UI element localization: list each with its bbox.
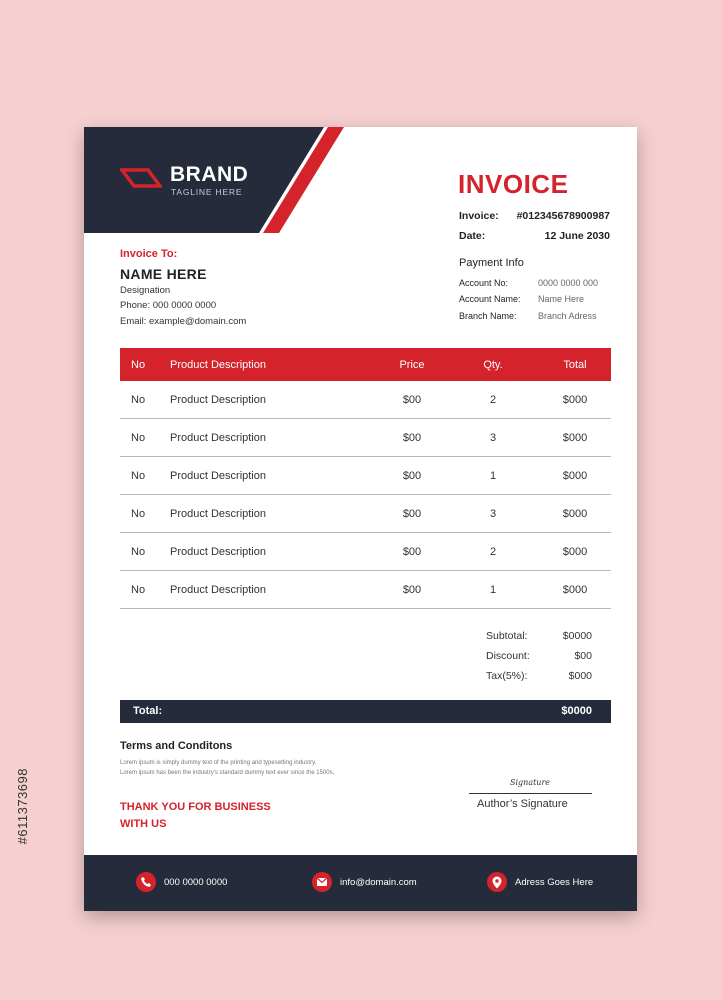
discount-value: $00: [574, 650, 592, 662]
items-table: [120, 348, 611, 609]
row-description: Product Description: [170, 393, 266, 406]
account-no-value: 0000 0000 000: [538, 278, 599, 288]
row-price: $00: [402, 545, 422, 558]
grand-total-label: Total:: [133, 705, 163, 717]
bill-to-email: Email: example@domain.com: [120, 316, 247, 327]
row-price: $00: [402, 393, 422, 406]
row-price: $00: [402, 431, 422, 444]
invoice-number-label: Invoice:: [459, 210, 499, 222]
mail-icon: [312, 872, 332, 892]
table-row: [120, 533, 611, 571]
row-description: Product Description: [170, 469, 266, 482]
table-row: [120, 495, 611, 533]
invoice-date: 12 June 2030: [544, 230, 610, 242]
row-total: $000: [562, 545, 588, 558]
footer-email-text: info@domain.com: [340, 876, 417, 888]
parallelogram-logo-icon: [120, 167, 162, 189]
row-price: $00: [402, 507, 422, 520]
table-row: [120, 381, 611, 419]
row-description: Product Description: [170, 431, 266, 444]
footer: [84, 855, 637, 911]
row-description: Product Description: [170, 507, 266, 520]
bill-to-designation: Designation: [120, 285, 171, 296]
row-total: $000: [562, 469, 588, 482]
branch-name-label: Branch Name:: [459, 311, 517, 321]
row-total: $000: [562, 507, 588, 520]
signature-script: Signature: [510, 778, 551, 787]
row-description: Product Description: [170, 545, 266, 558]
brand-tagline: TAGLINE HERE: [171, 187, 243, 197]
bill-to-name: NAME HERE: [120, 266, 207, 282]
row-qty: 2: [489, 393, 497, 406]
bill-to-label: Invoice To:: [120, 248, 178, 260]
tax-value: $000: [568, 670, 592, 682]
account-no-label: Account No:: [459, 278, 509, 288]
account-name-value: Name Here: [538, 294, 585, 304]
bill-to-phone: Phone: 000 0000 0000: [120, 300, 217, 311]
row-no: No: [131, 393, 146, 406]
row-no: No: [131, 507, 146, 520]
table-row: [120, 457, 611, 495]
brand-name: BRAND: [170, 163, 249, 186]
header-price: Price: [399, 358, 425, 371]
row-qty: 1: [489, 469, 497, 482]
terms-title: Terms and Conditons: [120, 740, 233, 752]
invoice-date-label: Date:: [459, 230, 486, 242]
stock-id-watermark: #611373698: [15, 768, 30, 845]
thank-you-line-1: THANK YOU FOR BUSINESS: [120, 801, 271, 813]
row-total: $000: [562, 583, 588, 596]
thank-you-message: [120, 799, 320, 833]
header-description: Product Description: [170, 358, 266, 371]
invoice-page: [84, 127, 637, 911]
discount-label: Discount:: [486, 650, 530, 662]
row-no: No: [131, 469, 146, 482]
row-no: No: [131, 545, 146, 558]
footer-address-text: Adress Goes Here: [515, 876, 594, 888]
row-total: $000: [562, 431, 588, 444]
phone-icon: [136, 872, 156, 892]
location-pin-icon: [487, 872, 507, 892]
invoice-number: #012345678900987: [516, 210, 610, 222]
row-no: No: [131, 583, 146, 596]
row-no: No: [131, 431, 146, 444]
header-no: No: [131, 358, 146, 371]
header-total: Total: [563, 358, 587, 371]
signature-label: Author’s Signature: [477, 798, 568, 810]
subtotal-value: $0000: [562, 630, 592, 642]
subtotal-label: Subtotal:: [486, 630, 528, 642]
thank-you-line-2: WITH US: [120, 818, 167, 830]
footer-address: [487, 872, 593, 892]
payment-info-title: Payment Info: [459, 257, 524, 269]
header-qty: Qty.: [483, 358, 503, 371]
terms-line-2: Lorem ipsum has been the industry's standard dummy text ever since the 1500s,: [120, 770, 335, 776]
tax-label: Tax(5%):: [486, 670, 528, 682]
footer-phone: [136, 872, 227, 892]
row-total: $000: [562, 393, 588, 406]
table-header: [120, 348, 611, 381]
row-qty: 3: [489, 431, 497, 444]
table-row: [120, 571, 611, 609]
branch-name-value: Branch Adress: [538, 311, 597, 321]
row-qty: 1: [489, 583, 497, 596]
row-qty: 3: [489, 507, 497, 520]
account-name-label: Account Name:: [459, 294, 521, 304]
signature-line: [469, 793, 592, 794]
row-price: $00: [402, 469, 422, 482]
grand-total-bar: [120, 700, 611, 723]
terms-line-1: Lorem ipsum is simply dummy text of the printing and typesetting industry.: [120, 760, 317, 766]
row-qty: 2: [489, 545, 497, 558]
footer-email: [312, 872, 417, 892]
grand-total-value: $0000: [561, 705, 592, 717]
footer-phone-text: 000 0000 0000: [164, 876, 228, 888]
invoice-title: INVOICE: [458, 169, 569, 199]
row-price: $00: [402, 583, 422, 596]
table-row: [120, 419, 611, 457]
row-description: Product Description: [170, 583, 266, 596]
